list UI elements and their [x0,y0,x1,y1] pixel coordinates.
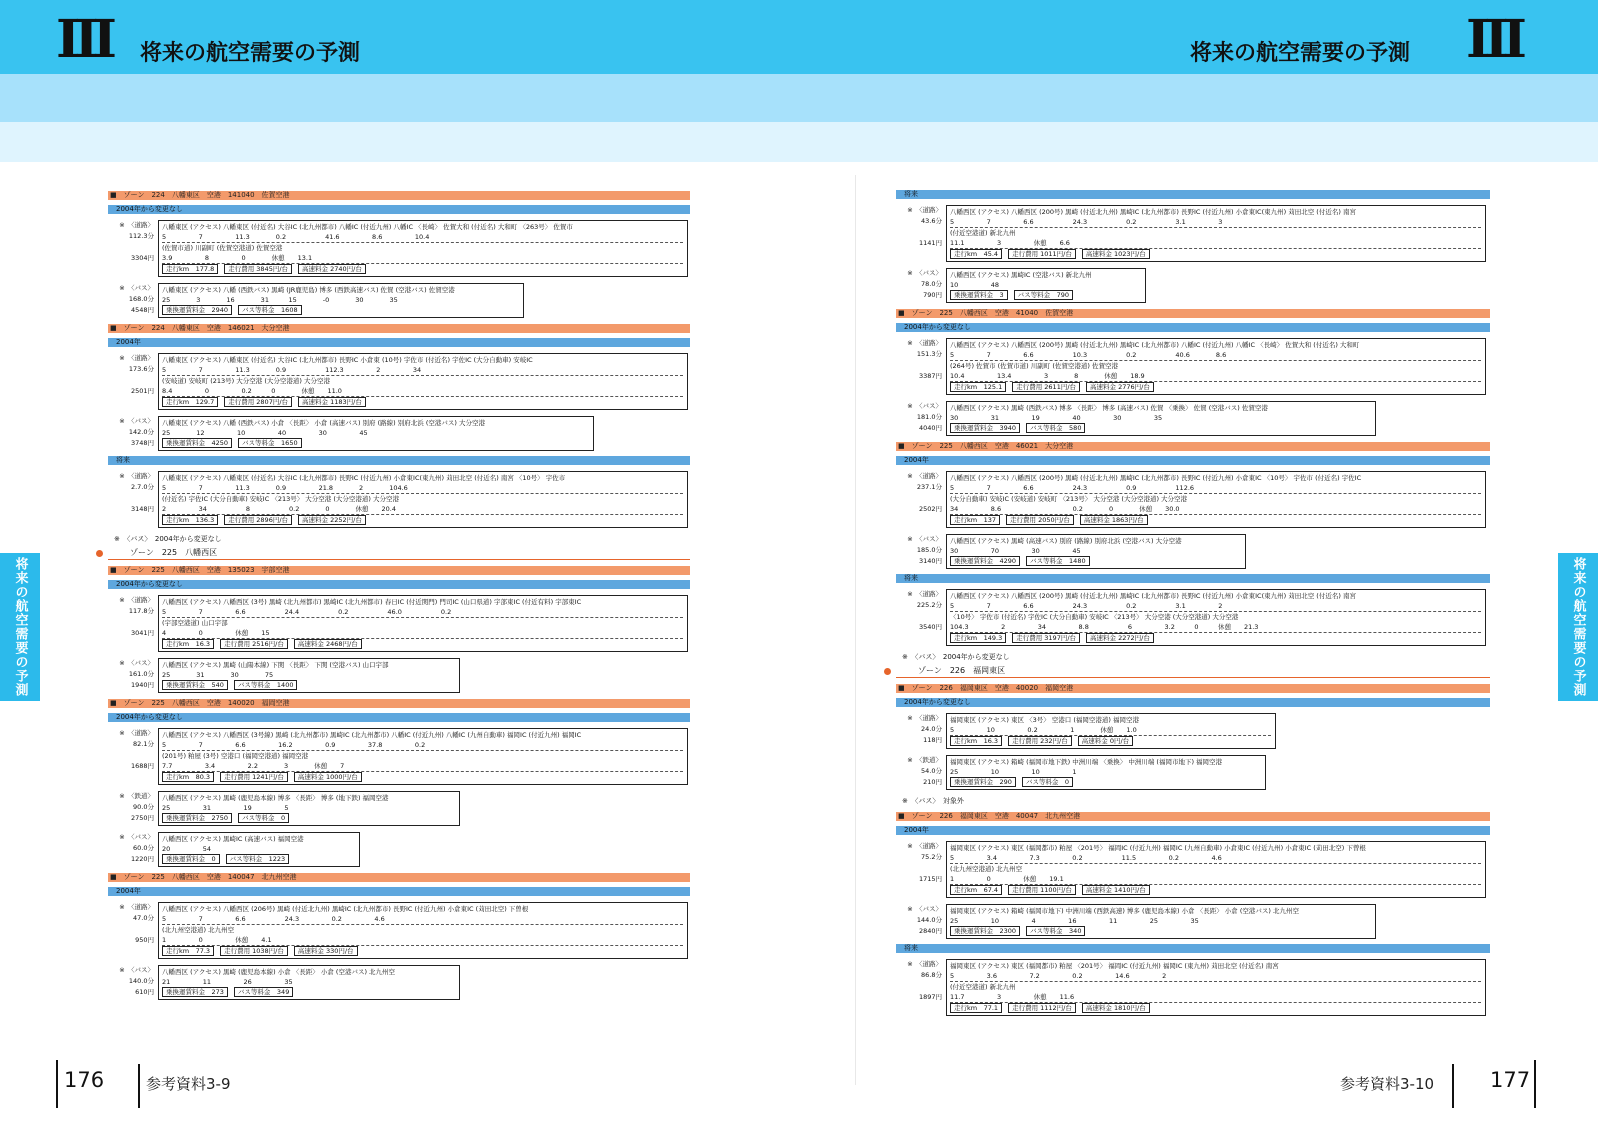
footer-rule [1534,1060,1536,1108]
chapter-numeral-right: III [1466,9,1521,70]
road-entry: ※ 〈道路〉 75.2分 1715円 福岡東区 (アクセス) 東区 (福岡都市) 粕屋 〈201号〉 福岡IC (付近九州) 福岡IC (九州自動車) 小倉東IC (付近九州) 小倉東IC (苅田北空) 下曽根 5 3.4 7.3 0.2 11.5 0.2 4.6 (北九州空港道) 北九州空 1 0 休憩 19.1 走行km 67.4 走行費用 1100円/台 高速料金 1410円/台 [896,841,1490,898]
zone-header: ■ ゾーン 224 八幡東区 空港 146021 大分空港 [108,324,690,333]
bus-entry: ※ 〈バス〉 185.0分 3140円 八幡西区 (アクセス) 黒崎 (高速バス) 別府 (路線) 別府北浜 (空港バス) 大分空港 30 70 30 45 乗換運賃料金 4290 バス等料金 1480 [896,534,1490,569]
year-header: 2004年 [896,826,1490,835]
bus-entry: ※ 〈バス〉 140.0分 610円 八幡西区 (アクセス) 黒崎 (鹿児島本線) 小倉 〈長距〉 小倉 (空港バス) 北九州空 21 11 26 35 乗換運賃料金 273 バス等料金 349 [108,965,690,1000]
right-page-content [896,185,1490,1016]
bus-entry-future: ※ 〈バス〉 78.0分 790円 八幡西区 (アクセス) 黒崎IC (空港バス) 新北九州 10 48 乗換運賃料金 3 バス等料金 790 [896,268,1490,303]
rail-entry: ※ 〈鉄道〉 54.0分 210円 福岡東区 (アクセス) 箱崎 (福岡市地下鉄) 中洲川端 〈乗換〉 中洲川端 (福岡市地下) 福岡空港 25 10 10 1 乗換運賃料金 290 バス等料金 0 [896,755,1490,790]
road-entry-future: ※ 〈道路〉 43.6分 1141円 八幡西区 (アクセス) 八幡西区 (200号) 黒崎 (付近北九州) 黒崎IC (北九州都市) 長野IC (付近九州) 小倉東IC(東九州) 苅田北空 (付近名) 南宮 5 7 6.6 24.3 0.2 3.1 3 (付近空港道) 新北九州 11.1 3 休憩 6.6 走行km 45.4 走行費用 1011円/台 高速料金 1023円/台 [896,205,1490,262]
page-number-left: 176 [64,1068,105,1092]
zone-title: ゾーン 226 福岡東区 [896,666,1490,678]
page-title-right: 将来の航空需要の予測 [1190,41,1411,66]
road-entry-future: ※ 〈道路〉 2.7.0分 3148円 八幡東区 (アクセス) 八幡東区 (付近名) 大谷IC (北九州都市) 長野IC (付近九州) 小倉東IC(東九州) 苅田北空 (付近名) 南宮 〈10号〉 宇佐市 5 7 11.3 0.9 21.8 2 104.6 (付近名) 宇佐IC (大分自動車) 安岐IC 〈213号〉 大分空港 (大分空港道) 大分空港 2 34 8 0.2 0 休憩 20.4 走行km 136.3 走行費用 2896円/台 高速料金 2252円/台 [108,471,690,528]
bus-entry: ※ 〈バス〉 168.0分 4548円 八幡東区 (アクセス) 八幡 (西鉄バス) 黒崎 (JR鹿児島) 博多 (西鉄高速バス) 佐賀 (空港バス) 佐賀空港 25 3 16 31 15 -0 30 35 乗換運賃料金 2940 バス等料金 1608 [108,283,690,318]
zone-header: ■ ゾーン 226 福岡東区 空港 40020 福岡空港 [896,684,1490,693]
bullet-icon [96,550,103,557]
future-header: 将来 [896,190,1490,199]
road-entry: ※ 〈道路〉 24.0分 118円 福岡東区 (アクセス) 東区 〈3号〉 空港口 (福岡空港道) 福岡空港 5 10 0.2 1 休憩 1.0 走行km 16.3 走行費用 232円/台 高速料金 0円/台 [896,713,1490,749]
road-entry: ※ 〈道路〉 82.1分 1688円 八幡西区 (アクセス) 八幡西区 (3号線) 黒崎 (北九州都市) 黒崎IC (北九州都市) 八幡IC (付近九州) 八幡IC (九州自動車) 福岡IC (付近九州) 福岡IC 5 7 6.6 16.2 0.9 37.8 0.2 (201号) 粕屋 (3号) 空港口 (福岡空港道) 福岡空港 7.7 3.4 2.2 3 休憩 7 走行km 80.3 走行費用 1241円/台 高速料金 1000円/台 [108,728,690,785]
bus-note: ※ 〈バス〉 対象外 [902,797,964,805]
zone-header: ■ ゾーン 225 八幡西区 空港 140047 北九州空港 [108,873,690,882]
year-header: 2004年から変更なし [108,580,690,589]
zone-header: ■ ゾーン 225 八幡西区 空港 135023 宇部空港 [108,566,690,575]
future-header: 将来 [108,456,690,465]
footer-rule [56,1060,58,1108]
bus-entry: ※ 〈バス〉 181.0分 4040円 八幡西区 (アクセス) 黒崎 (西鉄バス) 博多 〈長距〉 博多 (高速バス) 佐賀 〈乗換〉 佐賀 (空港バス) 佐賀空港 30 31 19 40 30 35 乗換運賃料金 3940 バス等料金 580 [896,401,1490,436]
bus-entry: ※ 〈バス〉 144.0分 2840円 福岡東区 (アクセス) 箱崎 (福岡市地下) 中洲川端 (西鉄高速) 博多 (鹿児島本線) 小倉 〈長距〉 小倉 (空港バス) 北九州空 25 10 4 16 11 25 35 乗換運賃料金 2300 バス等料金 340 [896,904,1490,939]
future-header: 将来 [896,574,1490,583]
page-number-right: 177 [1490,1068,1531,1092]
road-entry: ※ 〈道路〉 117.8分 3041円 八幡西区 (アクセス) 八幡西区 (3号) 黒崎 (北九州都市) 黒崎IC (北九州都市) 春日IC (付近関門) 門司IC (山口県道) 宇部東IC (付近有料) 宇部東IC 5 7 6.6 24.4 0.2 46.0 0.2 (宇部空港道) 山口宇部 4 0 休憩 15 走行km 16.3 走行費用 2516円/台 高速料金 2468円/台 [108,595,690,652]
road-entry: ※ 〈道路〉 151.3分 3387円 八幡西区 (アクセス) 八幡西区 (200号) 黒崎 (付近北九州) 黒崎IC (北九州都市) 八幡IC (付近九州) 八幡IC 〈長崎〉 佐賀大和 (付近名) 大和町 5 7 6.6 10.3 0.2 40.6 8.6 (264号) 佐賀市 (佐賀市道) 川副町 (佐賀空港道) 佐賀空港 10.4 13.4 3 8 休憩 18.9 走行km 125.1 走行費用 2611円/台 高速料金 2776円/台 [896,338,1490,395]
bus-entry: ※ 〈バス〉 60.0分 1220円 八幡西区 (アクセス) 黒崎IC (高速バス) 福岡空港 20 54 乗換運賃料金 0 バス等料金 1223 [108,832,690,867]
year-header: 2004年から変更なし [896,698,1490,707]
bus-entry: ※ 〈バス〉 161.0分 1940円 八幡西区 (アクセス) 黒崎 (山陽本線) 下関 〈長距〉 下関 (空港バス) 山口宇部 25 31 30 75 乗換運賃料金 540 バス等料金 1400 [108,658,690,693]
side-tab-left: 将来の航空需要の予測 [0,553,40,701]
road-entry-future: ※ 〈道路〉 225.2分 3540円 八幡西区 (アクセス) 八幡西区 (200号) 黒崎 (付近北九州) 黒崎IC (北九州都市) 長野IC (付近九州) 小倉東IC(東九州) 苅田北空 (付近名) 南宮 5 7 6.6 24.3 0.2 3.1 2 〈10号〉 宇佐市 (付近名) 宇佐IC (大分自動車) 安岐IC 〈213号〉 大分空港 (大分空港道) 大分空港 104.3 2 34 8.8 6 3.2 0 休憩 21.3 走行km 149.3 走行費用 3197円/台 高速料金 2272円/台 [896,589,1490,646]
zone-header: ■ ゾーン 225 八幡西区 空港 46021 大分空港 [896,442,1490,451]
header-band-middle [0,74,1598,122]
bus-note: ※ 〈バス〉 2004年から変更なし [114,535,222,543]
chapter-numeral-left: III [56,9,111,70]
bullet-icon [884,668,891,675]
road-entry: ※ 〈道路〉 112.3分 3304円 八幡東区 (アクセス) 八幡東区 (付近名) 大谷IC (北九州都市) 八幡IC (付近九州) 八幡IC 〈長崎〉 佐賀大和 (付近名) 大和町 〈263号〉 佐賀市 5 7 11.3 0.2 41.6 8.6 10.4 (佐賀市道) 川副町 (佐賀空港道) 佐賀空港 3.9 8 0 休憩 13.1 走行km 177.8 走行費用 3845円/台 高速料金 2740円/台 [108,220,690,277]
left-page-content [108,185,690,1000]
zone-header: ■ ゾーン 224 八幡東区 空港 141040 佐賀空港 [108,191,690,200]
reference-label-right: 参考資料3-10 [1340,1075,1435,1093]
road-entry: ※ 〈道路〉 47.0分 950円 八幡西区 (アクセス) 八幡西区 (206号) 黒崎 (付近北九州) 黒崎IC (北九州都市) 長野IC (付近九州) 小倉東IC (苅田北空) 下曽根 5 7 6.6 24.3 0.2 4.6 (北九州空港道) 北九州空 1 0 休憩 4.1 走行km 77.3 走行費用 1038円/台 高速料金 330円/台 [108,902,690,959]
bus-entry: ※ 〈バス〉 142.0分 3748円 八幡東区 (アクセス) 八幡 (西鉄バス) 小倉 〈長距〉 小倉 (高速バス) 別府 (路線) 別府北浜 (空港バス) 大分空港 25 12 10 40 30 45 乗換運賃料金 4250 バス等料金 1650 [108,416,690,451]
year-header: 2004年 [108,338,690,347]
page-gutter [855,175,856,1085]
year-header: 2004年 [896,456,1490,465]
zone-header: ■ ゾーン 225 八幡西区 空港 41040 佐賀空港 [896,309,1490,318]
page-title-left: 将来の航空需要の予測 [140,41,361,66]
header-band-lower [0,122,1598,162]
bus-note: ※ 〈バス〉 2004年から変更なし [902,653,1010,661]
side-tab-right: 将来の航空需要の予測 [1558,553,1598,701]
zone-header: ■ ゾーン 226 福岡東区 空港 40047 北九州空港 [896,812,1490,821]
road-entry: ※ 〈道路〉 237.1分 2502円 八幡西区 (アクセス) 八幡西区 (200号) 黒崎 (付近北九州) 黒崎IC (北九州都市) 長野IC (付近九州) 小倉東IC 〈10号〉 宇佐市 (付近名) 宇佐IC 5 7 6.6 24.3 0.9 112.6 (大分自動車) 安岐IC (安岐道) 安岐町 〈213号〉 大分空港 (大分空港道) 大分空港 34 8.6 0.2 0 休憩 30.0 走行km 137 走行費用 2050円/台 高速料金 1863円/台 [896,471,1490,528]
zone-header: ■ ゾーン 225 八幡西区 空港 140020 福岡空港 [108,699,690,708]
zone-title: ゾーン 225 八幡西区 [108,548,690,560]
road-entry-future: ※ 〈道路〉 86.8分 1897円 福岡東区 (アクセス) 東区 (福岡都市) 粕屋 〈201号〉 福岡IC (付近九州) 福岡IC (東九州) 苅田北空 (付近名) 南宮 5 3.6 7.2 0.2 14.6 2 (付近空港道) 新北九州 11.7 3 休憩 11.6 走行km 77.1 走行費用 1112円/台 高速料金 1810円/台 [896,959,1490,1016]
year-header: 2004年から変更なし [108,713,690,722]
future-header: 将来 [896,944,1490,953]
year-header: 2004年から変更なし [108,205,690,214]
year-header: 2004年から変更なし [896,323,1490,332]
year-header: 2004年 [108,887,690,896]
rail-entry: ※ 〈鉄道〉 90.0分 2750円 八幡西区 (アクセス) 黒崎 (鹿児島本線) 博多 〈長距〉 博多 (地下鉄) 福岡空港 25 31 19 5 乗換運賃料金 2750 バス等料金 0 [108,791,690,826]
footer-rule [138,1064,140,1108]
reference-label-left: 参考資料3-9 [146,1075,231,1093]
road-entry: ※ 〈道路〉 173.6分 2501円 八幡東区 (アクセス) 八幡東区 (付近名) 大谷IC (北九州都市) 長野IC 小倉東 (10号) 宇佐市 (付近名) 宇佐IC (大分自動車) 安岐IC 5 7 11.3 0.9 112.3 2 34 (安岐道) 安岐町 (213号) 大分空港 (大分空港道) 大分空港 8.4 0 0.2 0 休憩 11.0 走行km 129.7 走行費用 2807円/台 高速料金 1183円/台 [108,353,690,410]
footer-rule [1452,1064,1454,1108]
